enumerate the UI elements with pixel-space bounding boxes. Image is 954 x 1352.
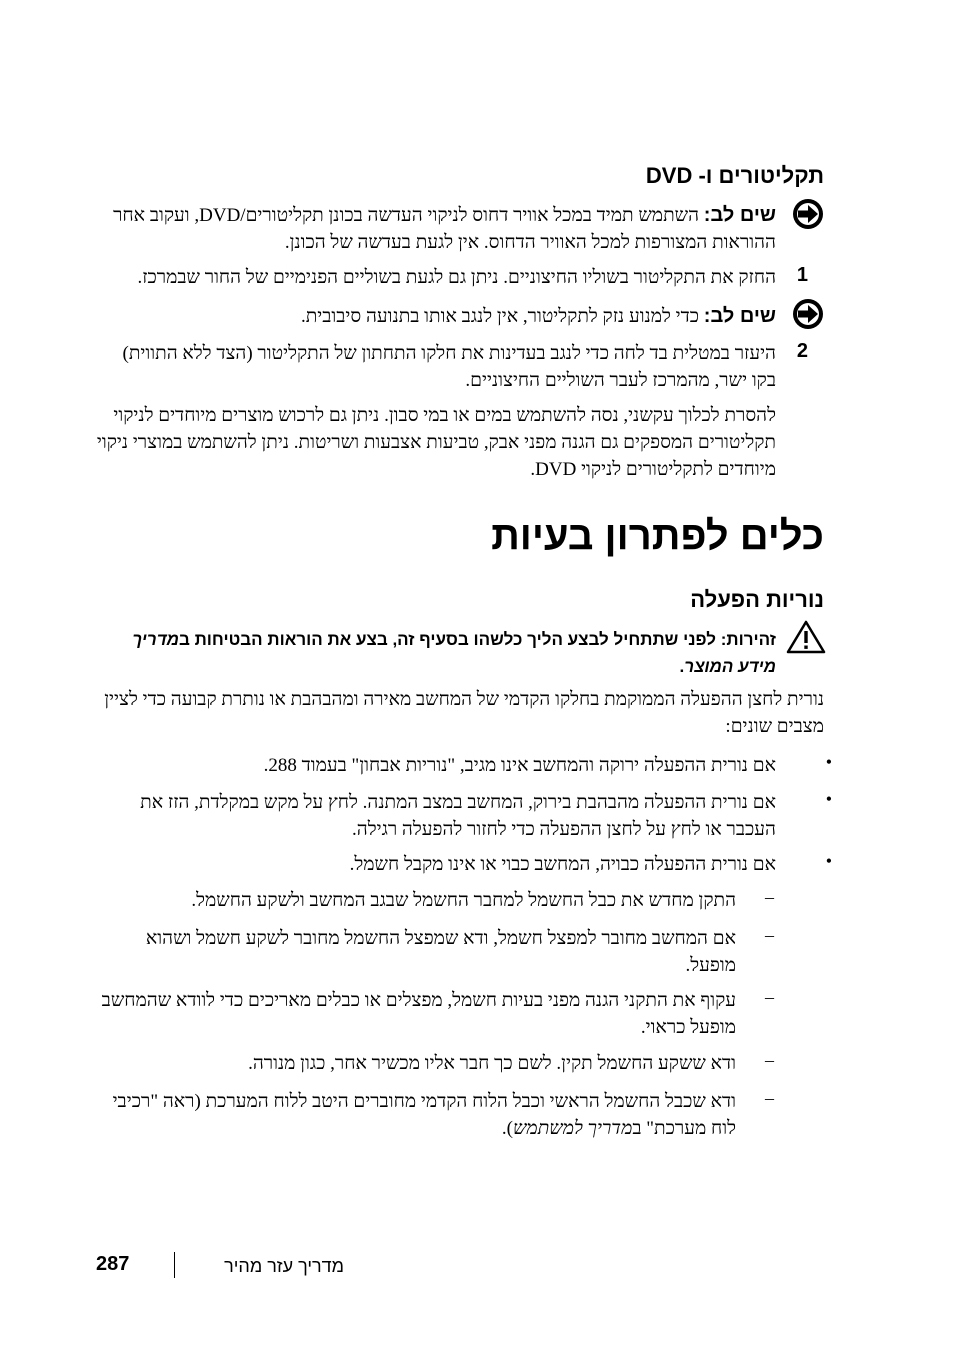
notice-text: השתמש תמיד במכל אוויר דחוס לניקוי העדשה בכונן תקליטורים/DVD, ועקוב אחר ההוראות המצורפות למכל האוויר הדחוס. אין לגעת בעדשה של הכונן.: [113, 205, 776, 253]
step-followup-text: להסרת לכלוך עקשני, נסה להשתמש במים או במי סבון. ניתן גם לרכוש מוצרים מיוחדים לניקוי תקליטורים המספקים גם הגנה מפני אבק, טביעות אצבעות ושריטות. ניתן להשתמש במוצרי ניקוי מיוחדים לתקליטורים לניקוי DVD.: [96, 405, 776, 480]
sub-list-item: ודא שכבל החשמל הראשי וכבל הלוח הקדמי מחוברים היטב ללוח המערכת (ראה "רכיבי לוח מערכת" במדריך למשתמש).: [112, 1091, 736, 1139]
sub-list-item: התקן מחדש את כבל החשמל למחבר החשמל שבגב המחשב ולשקע החשמל.: [191, 890, 736, 911]
list-item: אם נורית ההפעלה ירוקה והמחשב אינו מגיב, "נוריות אבחון" בעמוד 288.: [263, 755, 776, 776]
sub-list-item: עקוף את התקני הגנה מפני בעיות חשמל, מפצלים או כבלים מאריכים כדי לוודא שהמחשב מופעל כראוי.: [101, 990, 736, 1038]
dash-mark: –: [765, 887, 774, 907]
dash-mark: –: [765, 1088, 774, 1108]
bullet-mark: •: [825, 851, 832, 871]
page-number: 287: [96, 1253, 130, 1275]
list-item: אם נורית ההפעלה כבויה, המחשב כבוי או אינו מקבל חשמל.: [349, 854, 776, 875]
warning-triangle-icon: [786, 620, 826, 654]
section-title-dvd: תקליטורים ו- DVD: [645, 163, 824, 188]
notice-arrow-icon: [792, 298, 824, 330]
notice-arrow-icon: [792, 198, 824, 230]
notice-dvd-wipe: [96, 303, 776, 330]
list-item: אם נורית ההפעלה מהבהבת בירוק, המחשב במצב המתנה. לחץ על מקש במקלדת, הזז את העכבר או לחץ על לחצן ההפעלה כדי לחזור להפעלה רגילה.: [140, 792, 776, 840]
chapter-title: כלים לפתרון בעיות: [491, 514, 824, 558]
notice-label: שים לב:: [703, 204, 776, 226]
warning-doc-reference: מדריך מידע המוצר: [132, 630, 776, 676]
bullet-mark: •: [825, 789, 832, 809]
dash-mark: –: [765, 925, 774, 945]
step-text: החזק את התקליטור בשוליו החיצוניים. ניתן גם לגעת בשוליים הפנימיים של החור שבמרכז.: [137, 267, 776, 288]
bullet-mark: •: [825, 752, 832, 772]
footer-guide-title: מדריך עזר מהיר: [224, 1256, 344, 1276]
doc-reference: מדריך למשתמש: [512, 1118, 633, 1139]
step-text: היעזר במטלית בד לחה כדי לנגב בעדינות את חלקו התחתון של התקליטור (הצד ללא התווית) בקו ישר, מהמרכז לעבר השוליים החיצוניים.: [122, 343, 776, 391]
step-number: 1: [796, 264, 808, 286]
warning-label: זהירות:: [720, 630, 776, 649]
power-light-intro: נורית לחצן ההפעלה הממוקמת בחלקו הקדמי של המחשב מאירה ומהבהבת או נותרת קבועה כדי לציין מצבים שונים:: [104, 689, 824, 737]
dash-mark: –: [765, 987, 774, 1007]
step-number: 2: [796, 340, 808, 362]
warning-text: לפני שתתחיל לבצע הליך כלשהו בסעיף זה, בצע את הוראות הבטיחות ב: [178, 630, 721, 649]
section-title-power-lights: נוריות הפעלה: [690, 587, 824, 612]
sub-list-item: ודא ששקע החשמל תקין. לשם כך חבר אליו מכשיר אחר, כגון מנורה.: [248, 1053, 736, 1074]
notice-dvd-lens: [96, 202, 776, 256]
sub-list-item: אם המחשב מחובר למפצל חשמל, ודא שמפצל החשמל מחובר לשקע חשמל ושהוא מופעל.: [145, 928, 736, 976]
warning-safety: זהירות: לפני שתתחיל לבצע הליך כלשהו בסעיף זה, בצע את הוראות הבטיחות במדריך מידע המוצר.: [132, 630, 776, 676]
notice-text: כדי למנוע נזק לתקליטור, אין לנגב אותו בתנועה סיבובית.: [300, 306, 704, 327]
notice-label: שים לב:: [703, 305, 776, 327]
dash-mark: –: [765, 1050, 774, 1070]
